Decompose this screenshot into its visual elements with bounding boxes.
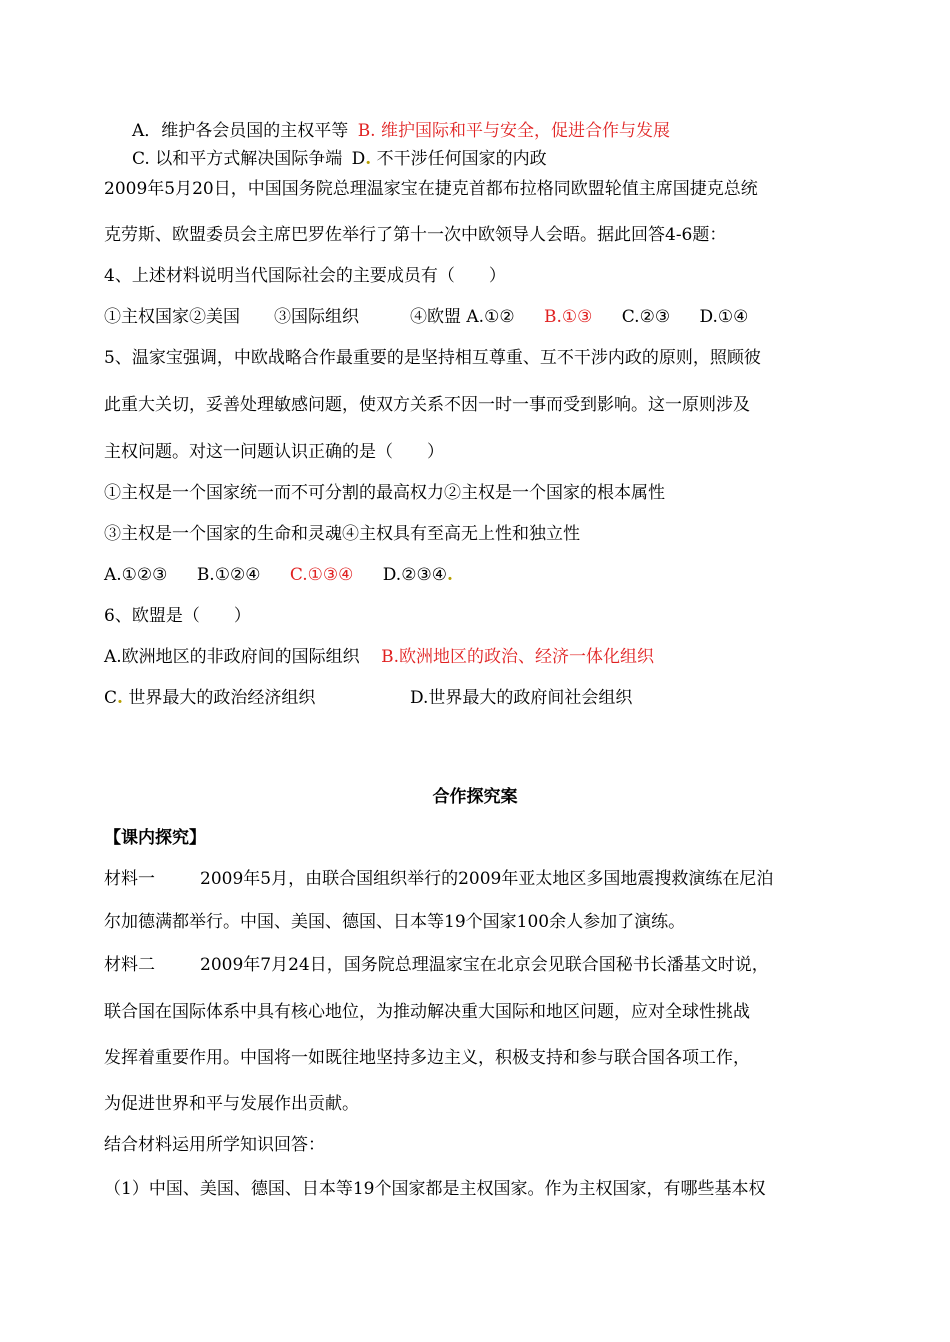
q6-options-row-1: [104, 649, 654, 666]
material-1-line-1: 2009年5月，由联合国组织举行的2009年亚太地区多国地震搜救演练在尼泊: [200, 869, 774, 889]
task-question-1: （1）中国、美国、德国、日本等19个国家都是主权国家。作为主权国家，有哪些基本权: [104, 1179, 766, 1199]
q6-option-c: 世界最大的政治经济组织: [122, 688, 316, 708]
q3-option-c: C. 以和平方式解决国际争端: [132, 149, 343, 169]
q6-option-a: A.欧洲地区的非政府间的国际组织: [104, 647, 360, 667]
material-2-line-1: 2009年7月24日，国务院总理温家宝在北京会见联合国秘书长潘基文时说，: [200, 955, 769, 975]
q4-stem: 4、上述材料说明当代国际社会的主要成员有（ ）: [104, 266, 506, 286]
material-2-line-3: 发挥着重要作用。中国将一如既往地坚持多边主义，积极支持和参与联合国各项工作，: [104, 1048, 750, 1068]
q3-option-a: A．维护各会员国的主权平等: [132, 121, 349, 141]
q3-option-row-2: [132, 151, 547, 168]
q3-option-d-letter: D: [351, 149, 366, 169]
intro-line-2: 克劳斯、欧盟委员会主席巴罗佐举行了第十一次中欧领导人会晤。据此回答4-6题：: [104, 225, 727, 245]
q6-options-row-2: [104, 690, 315, 707]
q5-line-1: 5、温家宝强调，中欧战略合作最重要的是坚持相互尊重、互不干涉内政的原则，照顾彼: [104, 348, 761, 368]
q6-option-c-letter: C: [104, 688, 118, 708]
q4-option-c: C.②③: [621, 307, 671, 327]
q4-options-row: [104, 309, 748, 326]
q5-option-d-mark: .: [446, 565, 453, 585]
q5-line-3: 主权问题。对这一问题认识正确的是（ ）: [104, 442, 444, 462]
q3-option-d: 不干涉任何国家的内政: [371, 149, 547, 169]
material-2-line-4: 为促进世界和平与发展作出贡献。: [104, 1094, 359, 1114]
q6-stem: 6、欧盟是（ ）: [104, 606, 251, 626]
q3-option-row-1: [132, 123, 670, 140]
q3-option-b: B. 维护国际和平与安全，促进合作与发展: [357, 121, 670, 141]
intro-line-1: 2009年5月20日，中国国务院总理温家宝在捷克首都布拉格同欧盟轮值主席国捷克总统: [104, 179, 758, 199]
q6-option-c-mark: .: [117, 688, 123, 708]
q3-option-d-mark: .: [365, 149, 372, 169]
material-2-line-2: 联合国在国际体系中具有核心地位，为推动解决重大国际和地区问题，应对全球性挑战: [104, 1002, 750, 1022]
q4-items: ①主权国家②美国 ③国际组织 ④欧盟: [104, 307, 461, 327]
q4-option-a: A.①②: [466, 307, 515, 327]
section-subtitle: 【课内探究】: [104, 828, 206, 848]
q4-option-d: D.①④: [699, 307, 749, 327]
material-1-label: 材料一: [104, 869, 155, 889]
q5-option-b: B.①②④: [196, 565, 261, 585]
q5-line-2: 此重大关切，妥善处理敏感问题，使双方关系不因一时一事而受到影响。这一原则涉及: [104, 395, 750, 415]
task-intro: 结合材料运用所学知识回答：: [104, 1135, 325, 1155]
q5-options-row: [104, 567, 453, 584]
q4-option-b: B.①③: [543, 307, 593, 327]
q5-option-d: D.②③④: [382, 565, 447, 585]
q6-option-b: B.欧洲地区的政治、经济一体化组织: [381, 647, 654, 667]
q5-option-c: C.①③④: [289, 565, 354, 585]
q5-option-a: A.①②③: [104, 565, 168, 585]
material-1-line-2: 尔加德满都举行。中国、美国、德国、日本等19个国家100余人参加了演练。: [104, 912, 686, 932]
q5-item-1: ①主权是一个国家统一而不可分割的最高权力②主权是一个国家的根本属性: [104, 483, 665, 503]
q5-item-2: ③主权是一个国家的生命和灵魂④主权具有至高无上性和独立性: [104, 524, 580, 544]
section-title: 合作探究案: [432, 787, 518, 807]
material-2-label: 材料二: [104, 955, 155, 975]
q6-option-d: D.世界最大的政府间社会组织: [410, 688, 633, 708]
